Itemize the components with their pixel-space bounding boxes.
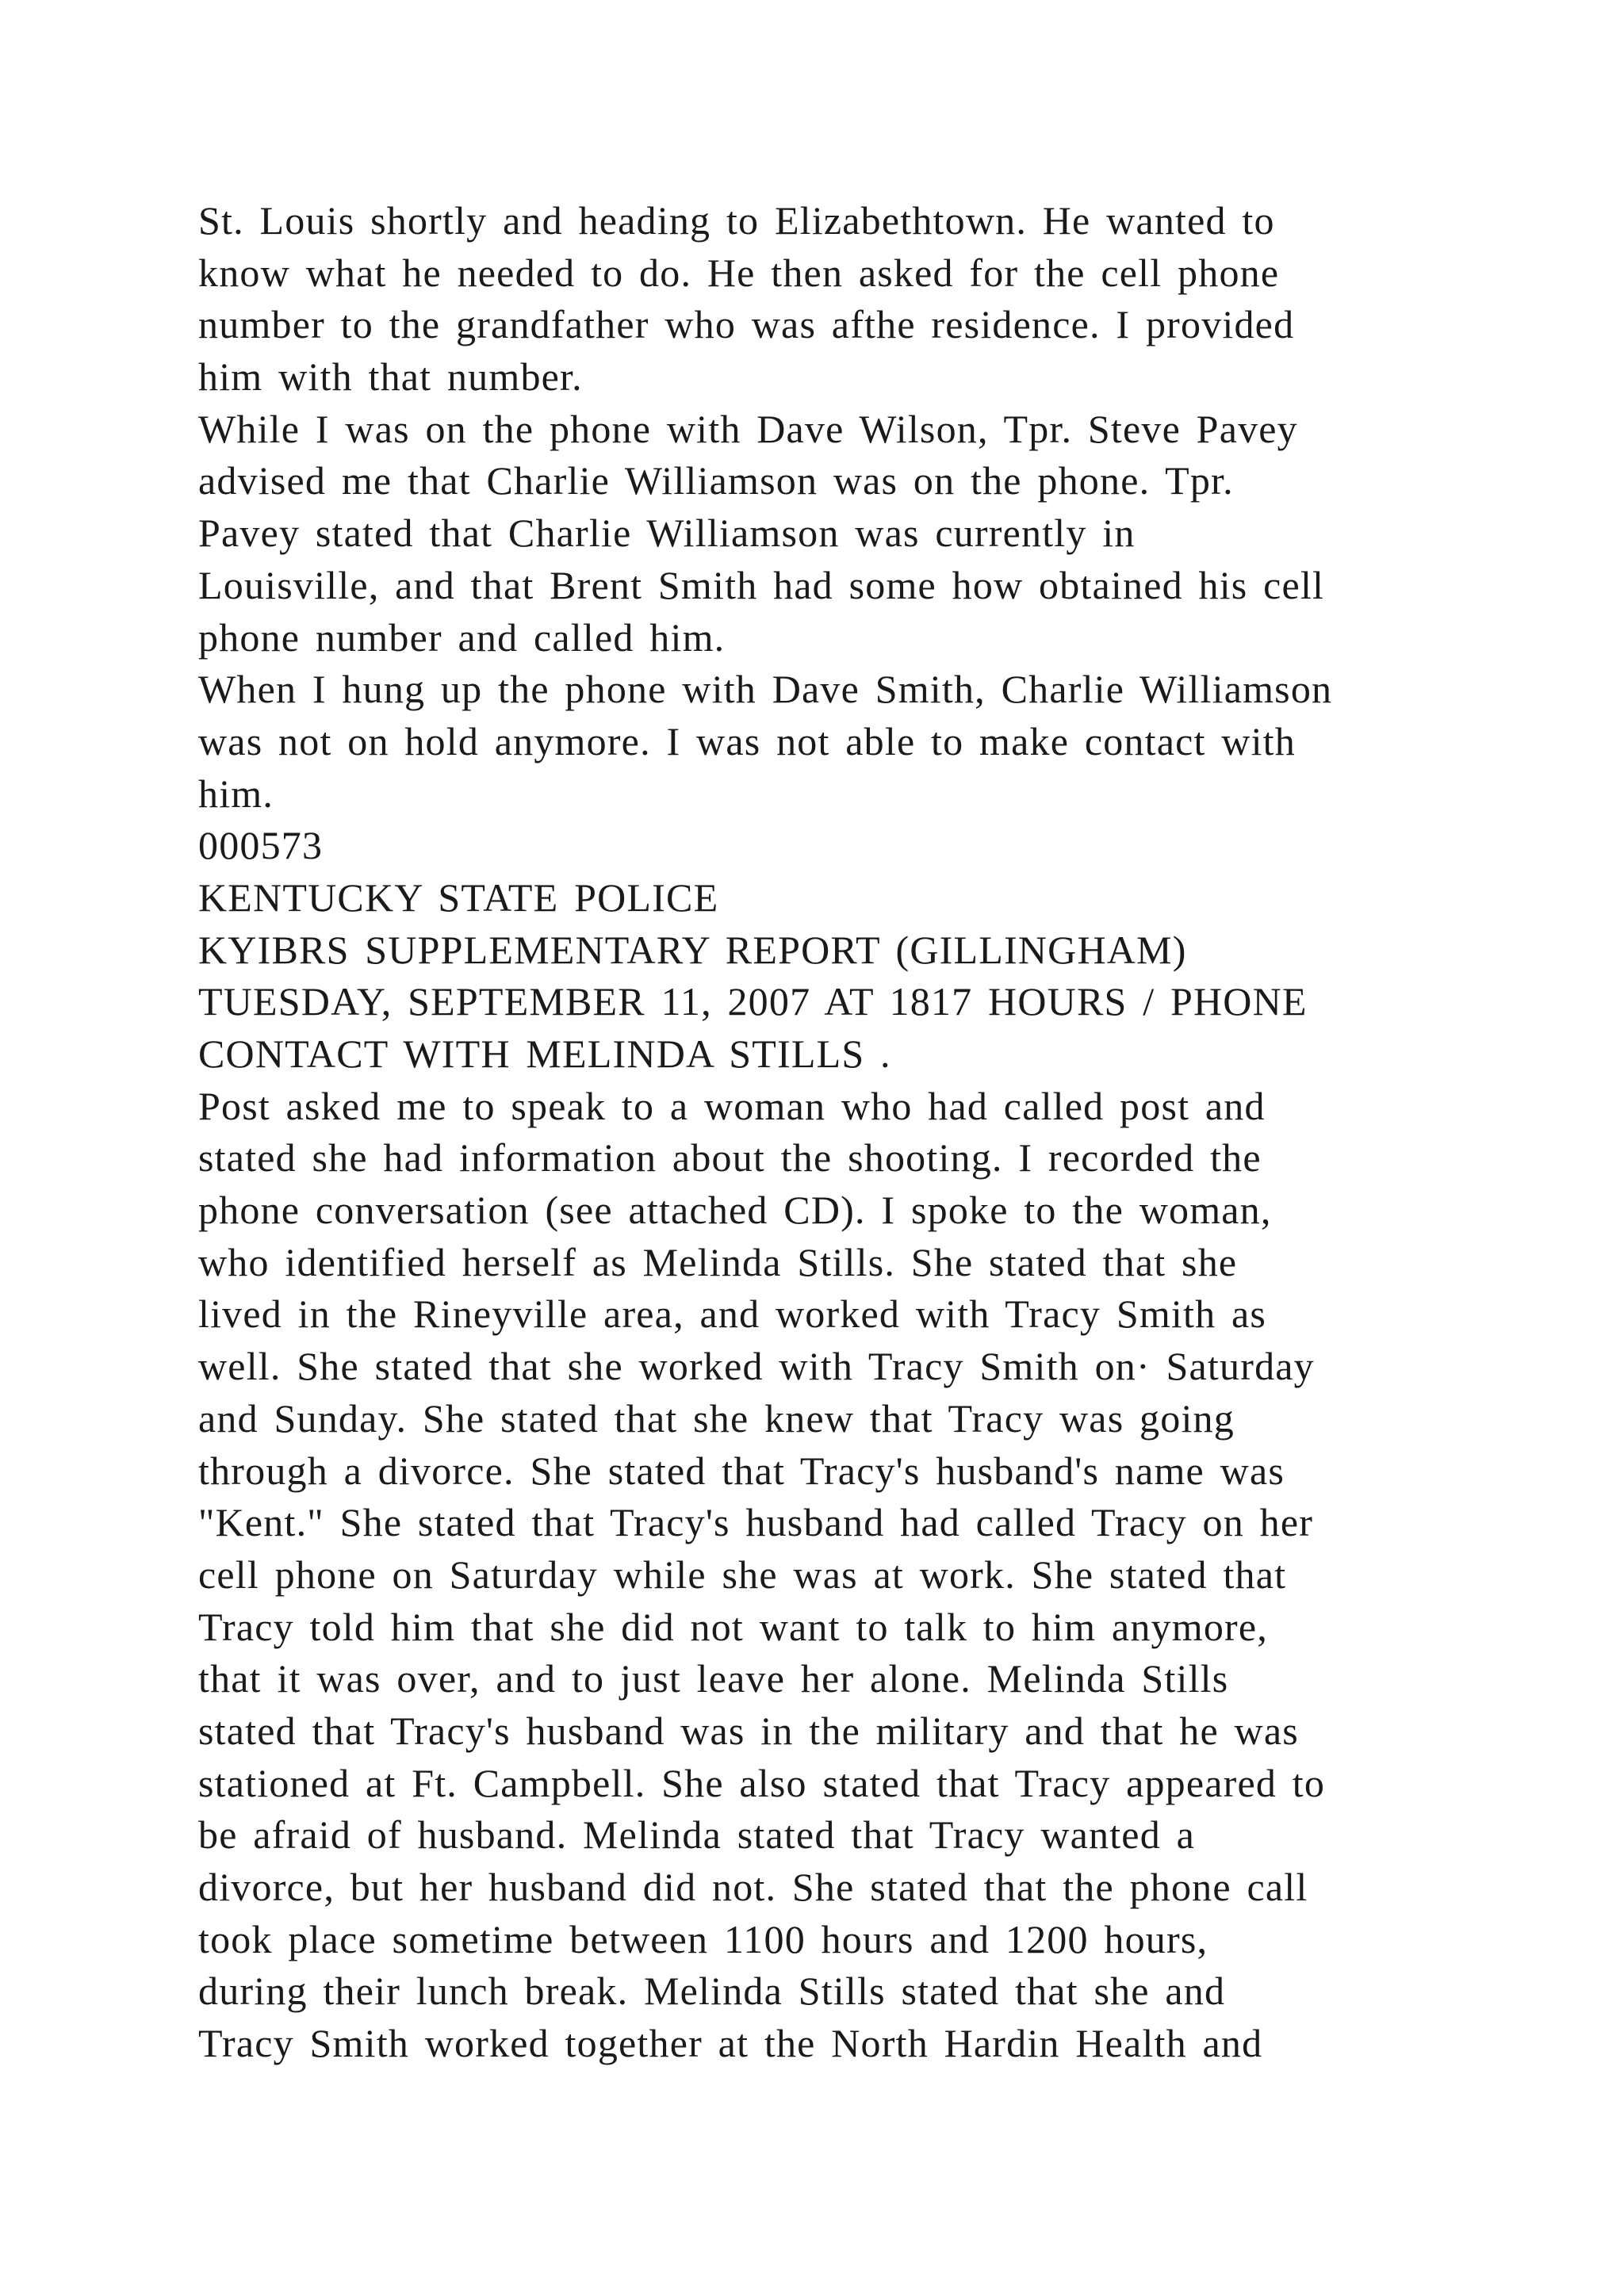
text-line: through a divorce. She stated that Tracy's husband's name was [198,1448,1285,1493]
text-line: Louisville, and that Brent Smith had some how obtained his cell [198,562,1325,607]
text-line: him with that number. [198,354,583,400]
document-body-text [198,195,1467,2070]
text-line: phone conversation (see attached CD). I spoke to the woman, [198,1188,1272,1233]
text-line: stationed at Ft. Campbell. She also stated that Tracy appeared to [198,1760,1326,1805]
text-line: be afraid of husband. Melinda stated that Tracy wanted a [198,1812,1195,1858]
text-line: Post asked me to speak to a woman who had called post and [198,1083,1266,1128]
text-line: Pavey stated that Charlie Williamson was currently in [198,511,1136,556]
section-heading: CONTACT WITH MELINDA STILLS . [198,1031,891,1076]
text-line: took place sometime between 1100 hours and 1200 hours, [198,1916,1208,1961]
text-line: well. She stated that she worked with Tracy Smith on· Saturday [198,1344,1315,1389]
agency-heading: KENTUCKY STATE POLICE [198,874,719,920]
text-line: "Kent." She stated that Tracy's husband had called Tracy on her [198,1500,1314,1545]
section-heading: TUESDAY, SEPTEMBER 11, 2007 AT 1817 HOURS / PHONE [198,979,1308,1024]
text-line: stated she had information about the shooting. I recorded the [198,1135,1262,1181]
text-line: that it was over, and to just leave her alone. Melinda Stills [198,1656,1229,1701]
report-heading: KYIBRS SUPPLEMENTARY REPORT (GILLINGHAM) [198,927,1187,972]
text-line: lived in the Rineyville area, and worked with Tracy Smith as [198,1292,1267,1337]
text-line: cell phone on Saturday while she was at work. She stated that [198,1552,1287,1597]
text-line: number to the grandfather who was afthe residence. I provided [198,302,1295,347]
text-line: When I hung up the phone with Dave Smith, Charlie Williamson [198,667,1333,712]
text-line: and Sunday. She stated that she knew that Tracy was going [198,1395,1235,1441]
text-line: stated that Tracy's husband was in the military and that he was [198,1708,1299,1753]
text-line: was not on hold anymore. I was not able to make contact with [198,718,1296,763]
text-line: Tracy Smith worked together at the North Hardin Health and [198,2021,1263,2066]
text-line: While I was on the phone with Dave Wilson, Tpr. Steve Pavey [198,406,1298,451]
text-line: know what he needed to do. He then asked for the cell phone [198,250,1280,295]
text-line: divorce, but her husband did not. She stated that the phone call [198,1865,1308,1909]
text-line: him. [198,771,274,816]
text-line: St. Louis shortly and heading to Elizabethtown. He wanted to [198,198,1275,243]
text-line: advised me that Charlie Williamson was on the phone. Tpr. [198,458,1234,503]
text-line: who identified herself as Melinda Stills. She stated that she [198,1239,1238,1284]
text-line: during their lunch break. Melinda Stills stated that she and [198,1969,1226,2014]
text-line: Tracy told him that she did not want to talk to him anymore, [198,1604,1268,1649]
text-line: phone number and called him. [198,614,726,660]
page-number: 000573 [198,823,324,868]
